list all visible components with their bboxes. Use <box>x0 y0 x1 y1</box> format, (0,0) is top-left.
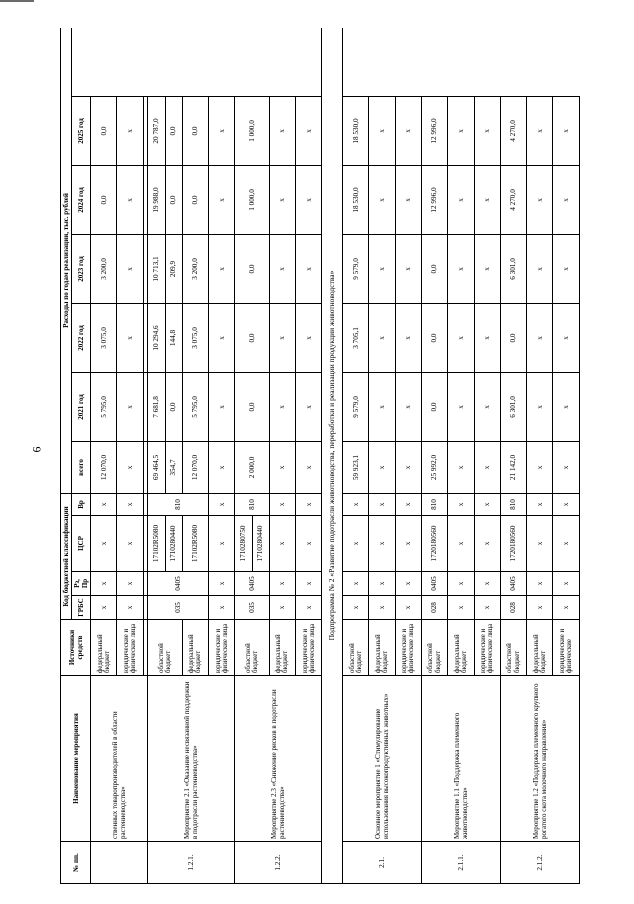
table-cell: х <box>474 596 500 620</box>
table-cell: Мероприятие 1.2 «Поддержка племенного крупного рогатого скота молочного направления» <box>500 676 579 842</box>
table-cell: х <box>269 572 295 596</box>
table-cell: х <box>553 441 580 493</box>
table-cell <box>91 842 148 884</box>
table-cell: х <box>209 303 235 372</box>
table-cell: х <box>395 596 421 620</box>
table-cell: 3 200,0 <box>91 234 117 303</box>
table-row <box>421 28 447 884</box>
subheader-cell: 2024 год <box>72 165 91 234</box>
table-cell: 5 795,0 <box>91 372 117 441</box>
table-cell: х <box>527 516 553 572</box>
table-cell: х <box>553 96 580 165</box>
table-cell: 810 <box>500 493 526 515</box>
table-cell: 2.1.2. <box>500 842 579 884</box>
table-cell: федеральный бюджет <box>269 620 295 676</box>
table-cell: х <box>209 493 235 515</box>
table-cell: 12 070,0 <box>182 441 208 493</box>
table-cell: х <box>209 165 235 234</box>
subheader-cell: Вр <box>72 493 91 515</box>
table-cell: х <box>343 493 369 515</box>
table-cell: х <box>369 372 395 441</box>
table-cell: х <box>296 96 322 165</box>
table-cell: х <box>395 372 421 441</box>
table-cell: х <box>474 303 500 372</box>
table-cell: х <box>296 572 322 596</box>
subheader-cell: 2022 год <box>72 303 91 372</box>
table-cell: х <box>369 96 395 165</box>
table-cell: х <box>269 516 295 572</box>
table-cell: 1720180560 <box>500 516 526 572</box>
table-cell: х <box>296 372 322 441</box>
table-cell: х <box>269 234 295 303</box>
table-cell: Мероприятие 2.1 «Оказание несвязанной поддержки в подотрасли растениеводства» <box>148 676 235 842</box>
subheader-cell: ЦСР <box>72 516 91 572</box>
table-cell: х <box>296 303 322 372</box>
table-cell: областной бюджет <box>500 620 526 676</box>
table-cell: областной бюджет <box>421 620 447 676</box>
table-cell: 59 923,1 <box>343 441 369 493</box>
table-cell: х <box>369 165 395 234</box>
table-cell: х <box>269 596 295 620</box>
table-cell: 810 <box>421 493 447 515</box>
table-cell: 69 464,5 <box>148 441 165 493</box>
table-cell: х <box>117 303 143 372</box>
table-cell: х <box>474 372 500 441</box>
table-cell: 5 795,0 <box>182 372 208 441</box>
table-cell: х <box>343 572 369 596</box>
table-cell: х <box>448 572 474 596</box>
table-cell: 10 294,6 <box>148 303 165 372</box>
table-cell: юридические и физические лица <box>209 620 235 676</box>
table-cell: 0,0 <box>91 96 117 165</box>
table-cell: х <box>553 516 580 572</box>
table-cell: 0405 <box>421 572 447 596</box>
table-cell: х <box>395 165 421 234</box>
table-cell: х <box>269 96 295 165</box>
table-cell: 17102R5080 <box>148 516 165 572</box>
table-cell: 21 142,0 <box>500 441 526 493</box>
table-cell: 7 681,8 <box>148 372 165 441</box>
table-cell: х <box>209 234 235 303</box>
table-cell: х <box>296 234 322 303</box>
table-cell: 0,0 <box>421 303 447 372</box>
table-cell: х <box>91 596 117 620</box>
table-cell: х <box>369 572 395 596</box>
table-cell: х <box>117 372 143 441</box>
table-cell: х <box>527 234 553 303</box>
table-cell: областной бюджет <box>148 620 182 676</box>
table-cell: 4 270,0 <box>500 96 526 165</box>
table-cell: 035 <box>235 596 269 620</box>
table-cell: х <box>553 572 580 596</box>
subheader-cell: всего <box>72 441 91 493</box>
table-cell: х <box>527 96 553 165</box>
table-cell: областной бюджет <box>343 620 369 676</box>
table-cell: х <box>209 372 235 441</box>
table-cell: 0,0 <box>500 303 526 372</box>
header-cell: Расходы по годам реализации, тыс. рублей <box>61 28 72 493</box>
table-cell: 1710280440 <box>252 516 269 572</box>
table-cell: 810 <box>148 493 209 515</box>
table-cell: 17102R5080 <box>182 516 208 572</box>
table-cell: х <box>117 441 143 493</box>
table-cell: х <box>527 596 553 620</box>
table-cell: х <box>91 493 117 515</box>
table-cell: х <box>448 441 474 493</box>
table-cell: 1710280750 <box>235 516 252 572</box>
table-cell: юридические и физические <box>553 620 580 676</box>
table-body <box>91 28 580 884</box>
table-cell: федеральный бюджет <box>527 620 553 676</box>
table-cell: 0,0 <box>182 96 208 165</box>
table-cell: х <box>474 441 500 493</box>
subheader-cell: 2021 год <box>72 372 91 441</box>
table-cell: х <box>269 372 295 441</box>
table-cell: 20 787,0 <box>148 96 165 165</box>
table-cell: юридические и физические лица <box>395 620 421 676</box>
table-cell: 1.2.1. <box>148 842 235 884</box>
table-cell: х <box>553 596 580 620</box>
table-cell: х <box>553 234 580 303</box>
table-cell: 0,0 <box>165 165 182 234</box>
table-cell: 028 <box>500 596 526 620</box>
table-cell: х <box>209 441 235 493</box>
table-cell: 2 000,0 <box>235 441 269 493</box>
table-cell: х <box>296 596 322 620</box>
table-cell: х <box>395 234 421 303</box>
table-row <box>500 28 526 884</box>
table-cell: областной бюджет <box>235 620 269 676</box>
table-cell: 0,0 <box>235 303 269 372</box>
subheader-cell: 2023 год <box>72 234 91 303</box>
table-cell: 3 705,1 <box>343 303 369 372</box>
table-cell: х <box>369 493 395 515</box>
table-cell: х <box>117 596 143 620</box>
table-cell: 1720180560 <box>421 516 447 572</box>
table-cell: 10 713,1 <box>148 234 165 303</box>
table-cell: х <box>269 493 295 515</box>
table-cell: 18 530,0 <box>343 165 369 234</box>
subheader-cell: ГРБС <box>72 596 91 620</box>
table-cell: Подпрограмма № 2 «Развитие подотрасли животноводства, переработки и реализации продукции животноводства» <box>322 28 343 884</box>
table-cell: х <box>553 493 580 515</box>
header-cell: Наименование мероприятия <box>61 676 91 842</box>
table-cell: 9 579,0 <box>343 372 369 441</box>
table-cell: 2.1.1. <box>421 842 500 884</box>
table-cell: 1.2.2. <box>235 842 322 884</box>
table-cell: 18 530,0 <box>343 96 369 165</box>
table-cell: 0,0 <box>421 372 447 441</box>
table-cell: Мероприятие 1.1 «Поддержка племенного животноводства» <box>421 676 500 842</box>
table-cell: х <box>296 493 322 515</box>
table-cell: х <box>343 516 369 572</box>
table-cell: 19 988,0 <box>148 165 165 234</box>
table-cell: х <box>209 596 235 620</box>
table-cell: 3 075,0 <box>182 303 208 372</box>
table-cell: федеральный бюджет <box>91 620 117 676</box>
table-cell: х <box>553 303 580 372</box>
table-cell: 12 996,0 <box>421 165 447 234</box>
table-row <box>322 28 343 884</box>
table-cell: 035 <box>148 596 209 620</box>
table-cell: х <box>448 596 474 620</box>
table-cell: х <box>395 516 421 572</box>
scan-edge-mark <box>0 0 34 2</box>
table-cell: х <box>395 303 421 372</box>
table-cell: х <box>296 516 322 572</box>
table-cell: х <box>448 372 474 441</box>
table-cell: 0,0 <box>235 372 269 441</box>
subheader-cell: Рз, Пр <box>72 572 91 596</box>
table-cell: х <box>527 303 553 372</box>
table-cell: 12 996,0 <box>421 96 447 165</box>
expenditure-table <box>60 28 580 884</box>
table-cell: х <box>269 303 295 372</box>
table-cell: 354,7 <box>165 441 182 493</box>
table-cell: х <box>209 516 235 572</box>
table-cell: юридические и физические лица <box>296 620 322 676</box>
table-cell: х <box>474 516 500 572</box>
table-cell: 4 270,0 <box>500 165 526 234</box>
table-cell: х <box>448 516 474 572</box>
table-cell: х <box>117 493 143 515</box>
table-cell: х <box>395 572 421 596</box>
table-cell: 25 992,0 <box>421 441 447 493</box>
table-cell: х <box>527 493 553 515</box>
table-cell: х <box>369 441 395 493</box>
table-cell: 6 301,0 <box>500 372 526 441</box>
table-cell: х <box>395 96 421 165</box>
page-number: 6 <box>29 446 44 453</box>
table-cell: х <box>527 372 553 441</box>
table-cell: 3 075,0 <box>91 303 117 372</box>
table-cell: ственных товаропроизводителей в области растениеводства» <box>91 676 148 842</box>
header-cell: № пп. <box>61 842 91 884</box>
table-row <box>148 28 165 884</box>
table-cell: х <box>369 303 395 372</box>
table-cell: 810 <box>235 493 269 515</box>
table-cell: х <box>448 234 474 303</box>
table-cell: х <box>448 303 474 372</box>
table-cell: х <box>527 165 553 234</box>
table-cell: х <box>448 96 474 165</box>
table-cell: 028 <box>421 596 447 620</box>
table-container <box>60 28 580 884</box>
table-cell: 0405 <box>500 572 526 596</box>
table-cell: х <box>527 441 553 493</box>
table-cell: х <box>296 441 322 493</box>
table-cell: х <box>474 165 500 234</box>
table-cell: 2.1. <box>343 842 422 884</box>
table-cell: 0405 <box>148 572 209 596</box>
table-cell: х <box>117 572 143 596</box>
header-row-1 <box>61 28 72 884</box>
table-cell: х <box>369 516 395 572</box>
table-cell: 0405 <box>235 572 269 596</box>
table-cell: 12 070,0 <box>91 441 117 493</box>
rotated-table-frame <box>60 28 580 884</box>
table-cell: х <box>553 165 580 234</box>
table-cell: 0,0 <box>165 372 182 441</box>
table-cell: х <box>369 234 395 303</box>
table-cell: 0,0 <box>182 165 208 234</box>
table-row <box>343 28 369 884</box>
table-row <box>235 28 252 884</box>
table-cell: 0,0 <box>91 165 117 234</box>
table-cell: х <box>269 441 295 493</box>
table-cell: 6 301,0 <box>500 234 526 303</box>
table-cell: Мероприятие 2.3 «Снижение рисков в подотрасли растениеводства» <box>235 676 322 842</box>
table-cell: х <box>474 493 500 515</box>
table-cell: х <box>369 596 395 620</box>
header-cell: Источники средств <box>61 620 91 676</box>
table-cell: х <box>117 234 143 303</box>
header-cell: Код бюджетной классификации <box>61 493 72 619</box>
table-cell: х <box>209 572 235 596</box>
table-cell: федеральный бюджет <box>182 620 208 676</box>
table-cell: х <box>448 493 474 515</box>
table-cell: х <box>117 96 143 165</box>
table-cell: 1710280440 <box>165 516 182 572</box>
table-cell: 1 000,0 <box>235 165 269 234</box>
table-cell: юридические и физические лица <box>117 620 143 676</box>
table-cell: юридические и физические лица <box>474 620 500 676</box>
table-cell: х <box>474 96 500 165</box>
table-cell: 9 579,0 <box>343 234 369 303</box>
table-cell: 0,0 <box>421 234 447 303</box>
table-cell: х <box>553 372 580 441</box>
subheader-cell: 2025 год <box>72 96 91 165</box>
table-cell: х <box>448 165 474 234</box>
table-cell: х <box>209 96 235 165</box>
table-cell: х <box>269 165 295 234</box>
table-row <box>91 28 117 884</box>
table-cell: х <box>395 493 421 515</box>
table-cell: х <box>296 165 322 234</box>
table-cell: х <box>343 596 369 620</box>
table-cell: х <box>527 572 553 596</box>
table-cell: 0,0 <box>235 234 269 303</box>
table-cell: х <box>474 234 500 303</box>
table-cell: 3 200,0 <box>182 234 208 303</box>
table-cell: 0,0 <box>165 96 182 165</box>
table-cell: Основное мероприятие 1 «Стимулирование использования высокопродуктивных животных» <box>343 676 422 842</box>
table-cell: 1 000,0 <box>235 96 269 165</box>
table-cell: х <box>91 572 117 596</box>
table-cell: 209,9 <box>165 234 182 303</box>
table-cell: х <box>395 441 421 493</box>
table-cell: федеральный бюджет <box>448 620 474 676</box>
table-cell: х <box>91 516 117 572</box>
table-cell: 144,8 <box>165 303 182 372</box>
table-cell: х <box>117 516 143 572</box>
table-cell: х <box>117 165 143 234</box>
table-cell: федеральный бюджет <box>369 620 395 676</box>
table-cell: х <box>474 572 500 596</box>
